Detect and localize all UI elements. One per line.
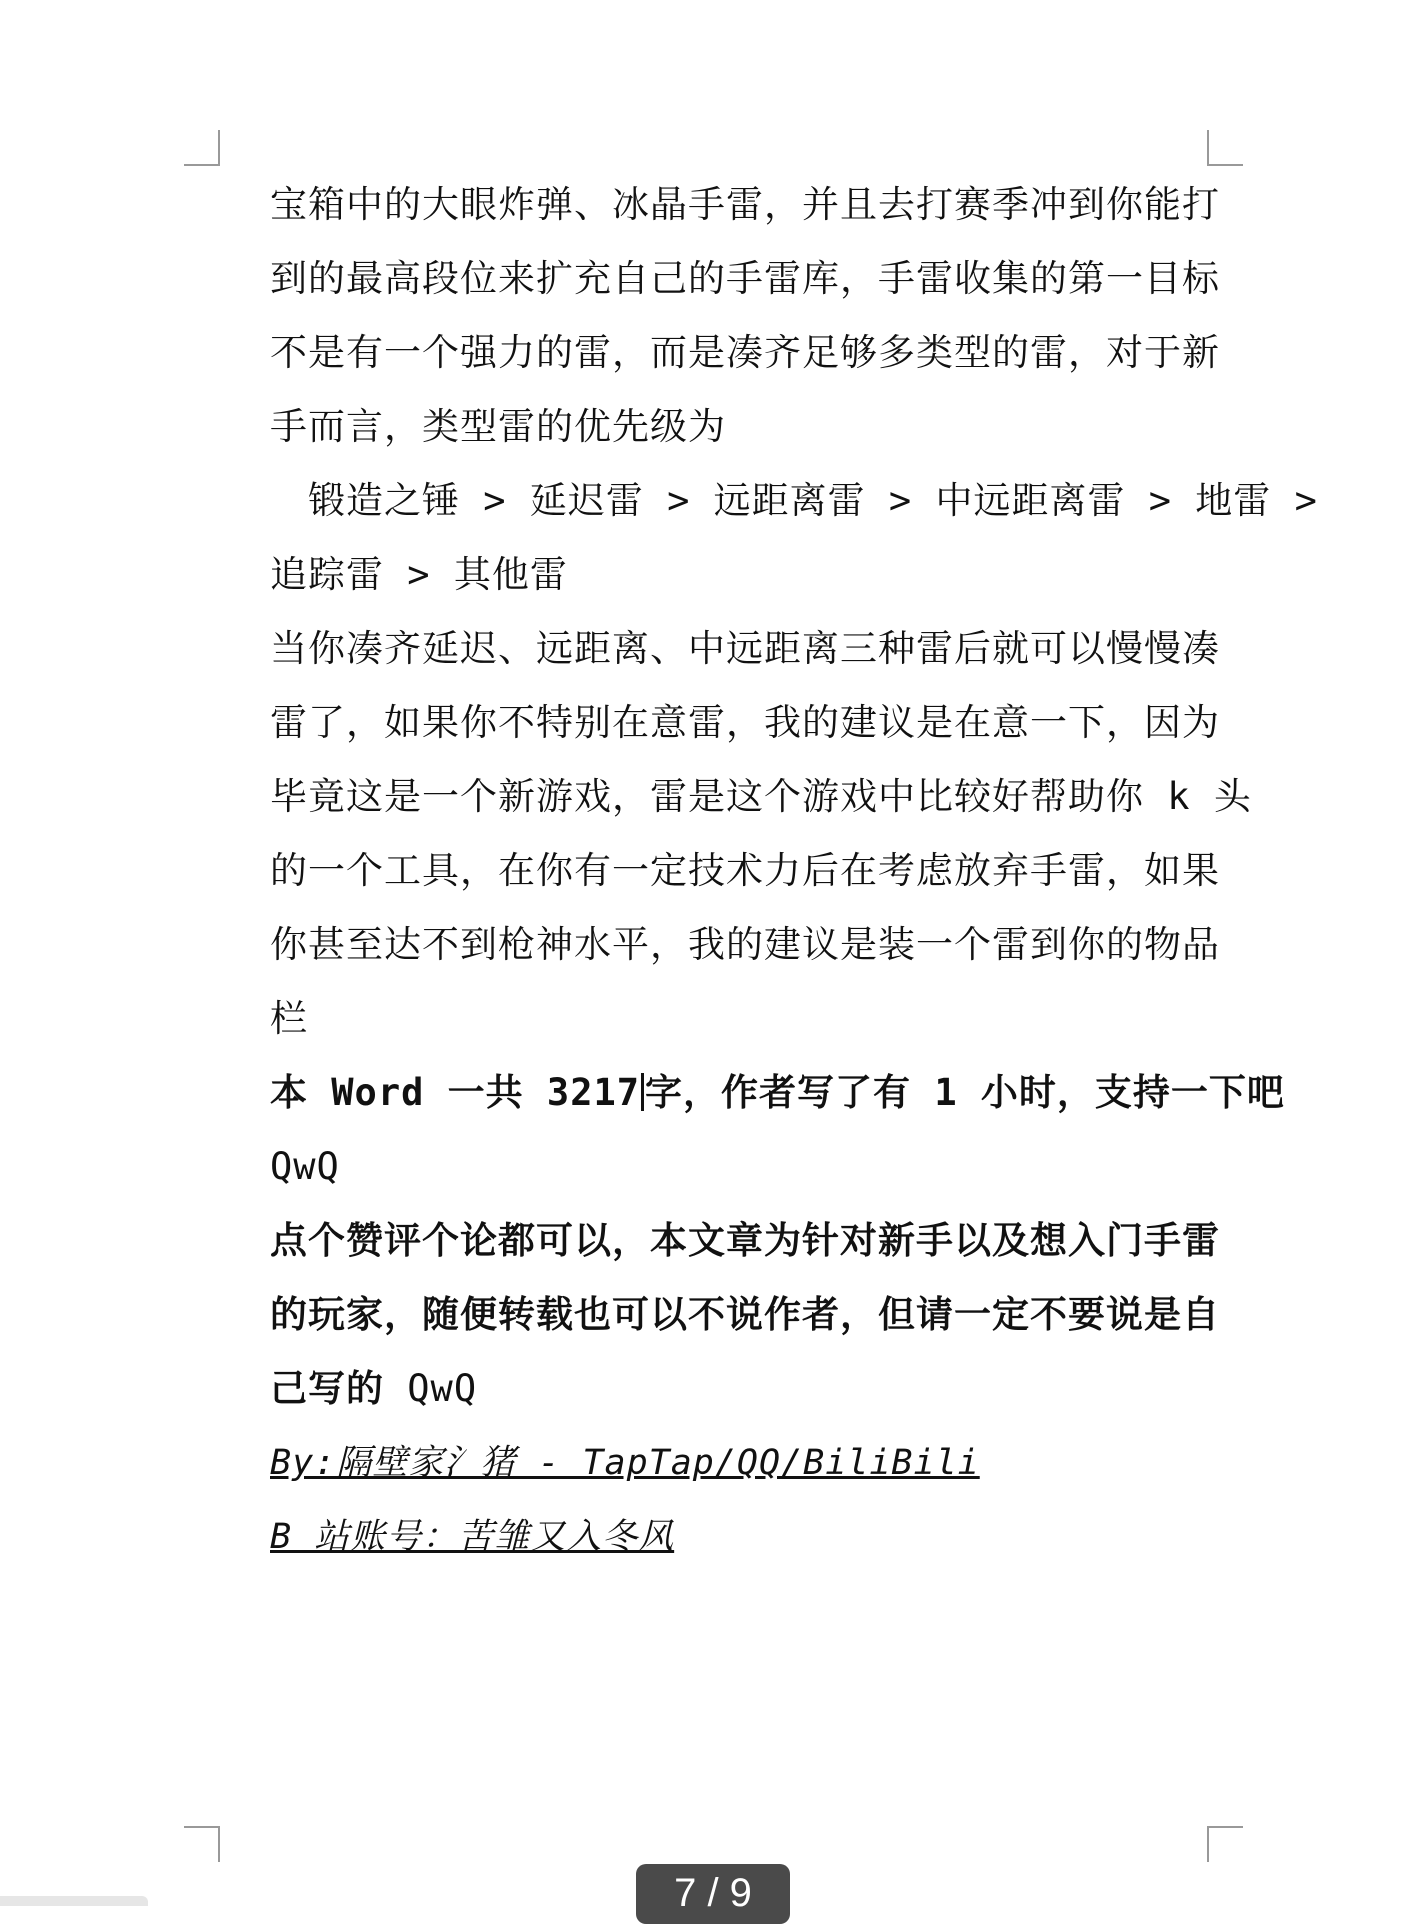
closing-line: 的玩家，随便转载也可以不说作者，但请一定不要说是自 bbox=[270, 1293, 1220, 1336]
bilibili-account-link[interactable]: B 站账号：苦雏又入冬风 bbox=[270, 1517, 675, 1557]
document-body bbox=[270, 168, 1318, 1574]
word-count-text-b: 字，作者写了有 1 小时，支持一下吧 bbox=[645, 1071, 1285, 1114]
margin-corner-top-right bbox=[1207, 130, 1243, 166]
body-line: 手而言，类型雷的优先级为 bbox=[270, 405, 726, 448]
closing-line bbox=[270, 1352, 1210, 1426]
text-cursor bbox=[641, 1073, 644, 1111]
body-line: 不是有一个强力的雷，而是凑齐足够多类型的雷，对于新 bbox=[270, 331, 1220, 374]
body-line: 的一个工具，在你有一定技术力后在考虑放弃手雷，如果 bbox=[270, 849, 1220, 892]
body-line: 到的最高段位来扩充自己的手雷库，手雷收集的第一目标 bbox=[270, 257, 1220, 300]
margin-corner-top-left bbox=[184, 130, 220, 166]
closing-line: 点个赞评个论都可以，本文章为针对新手以及想入门手雷 bbox=[270, 1219, 1220, 1262]
body-line: 宝箱中的大眼炸弹、冰晶手雷，并且去打赛季冲到你能打 bbox=[270, 183, 1220, 226]
body-line: 你甚至达不到枪神水平，我的建议是装一个雷到你的物品 bbox=[270, 923, 1220, 966]
margin-corner-bottom-right bbox=[1207, 1826, 1243, 1862]
byline-link[interactable]: By:隔壁家氵猪 - TapTap/QQ/BiliBili bbox=[270, 1443, 980, 1483]
body-line: 当你凑齐延迟、远距离、中远距离三种雷后就可以慢慢凑 bbox=[270, 627, 1220, 670]
scroll-edge-bar bbox=[0, 1896, 148, 1906]
page-indicator: 7 / 9 bbox=[636, 1864, 790, 1924]
body-line: 毕竟这是一个新游戏，雷是这个游戏中比较好帮助你 k 头 bbox=[270, 775, 1252, 818]
body-line: 雷了，如果你不特别在意雷，我的建议是在意一下，因为 bbox=[270, 701, 1220, 744]
closing-last-tail: QwQ bbox=[384, 1367, 478, 1410]
qwq-line: QwQ bbox=[270, 1145, 340, 1188]
word-count-line bbox=[270, 1056, 1285, 1130]
priority-line: 锻造之锤 > 延迟雷 > 远距离雷 > 中远距离雷 > 地雷 > bbox=[308, 479, 1318, 522]
closing-last-bold: 己写的 bbox=[270, 1367, 384, 1410]
priority-line: 追踪雷 > 其他雷 bbox=[270, 553, 568, 596]
margin-corner-bottom-left bbox=[184, 1826, 220, 1862]
word-count-text-a: 本 Word 一共 3217 bbox=[270, 1071, 641, 1114]
body-line: 栏 bbox=[270, 997, 308, 1040]
